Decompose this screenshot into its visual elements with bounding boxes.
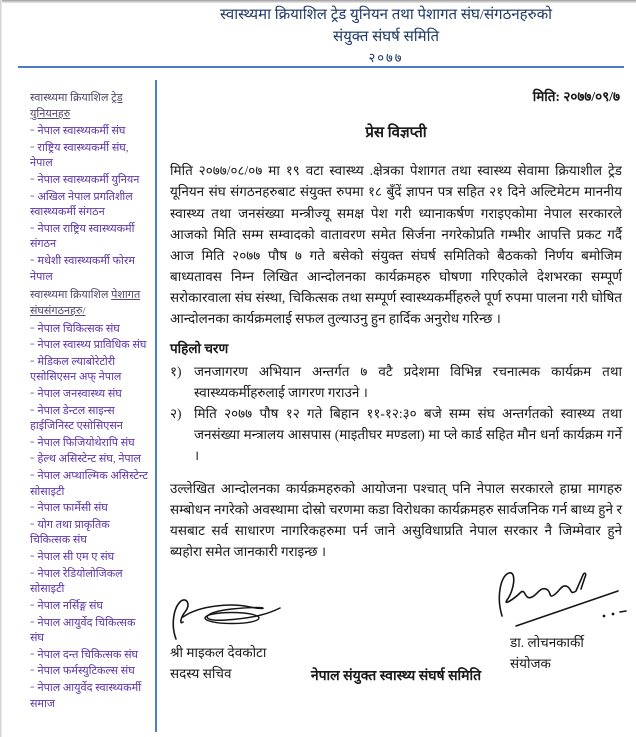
sidebar-org-item bbox=[30, 338, 152, 354]
heading-underlined: ट्रेड bbox=[111, 92, 123, 104]
bullet-icon: = bbox=[30, 356, 35, 366]
sidebar-org-item bbox=[30, 322, 152, 338]
org-name: राष्ट्रिय स्वास्थ्यकर्मी संघ, नेपाल bbox=[30, 141, 129, 170]
committee-footer: नेपाल संयुक्त स्वास्थ्य संघर्ष समिति bbox=[310, 669, 482, 685]
org-name: नेपाल डेन्टल साइन्स हाईजिनिस्ट एसोसिएसन bbox=[30, 404, 123, 433]
heading-underlined: संघसंगठनहरु/ bbox=[30, 304, 86, 317]
sidebar-org-item bbox=[30, 452, 152, 468]
org-name: मधेशी स्वास्थ्यकर्मी फोरम नेपाल bbox=[30, 255, 135, 283]
org-name: नेपाल स्वास्थ्य प्राविधिक संघ bbox=[37, 339, 147, 352]
org-name: योग तथा प्राकृतिक चिकित्सक संघ bbox=[30, 518, 110, 547]
signatory-role: संयोजक bbox=[510, 656, 551, 672]
org-name: नेपाल अप्थाल्मिक असिस्टेन्ट सोसाइटी bbox=[30, 470, 148, 498]
scan-edge-top bbox=[0, 0, 636, 3]
list-item bbox=[170, 403, 622, 466]
heading-underlined: पेशागत bbox=[111, 289, 141, 302]
page-title: प्रेस विज्ञप्ती bbox=[365, 125, 427, 142]
sidebar-org-item bbox=[30, 222, 152, 253]
sidebar-org-item bbox=[30, 387, 152, 403]
org-name: नेपाल रेडियोलोजिकल सोसाइटी bbox=[30, 567, 123, 596]
signature-right-scribble bbox=[488, 566, 636, 632]
org-name: नेपाल राष्ट्रिय स्वास्थ्यकर्मी संगठन bbox=[30, 222, 135, 251]
sidebar-section1-heading bbox=[30, 91, 152, 122]
signatory-name: श्री माइकल देवकोटा bbox=[170, 645, 267, 661]
bullet-icon: = bbox=[30, 682, 35, 692]
sidebar-org-item bbox=[30, 616, 152, 647]
signatory-role: सदस्य सचिव bbox=[170, 666, 232, 682]
list-item bbox=[170, 361, 622, 403]
letterhead-line2: संयुक्त संघर्ष समिति bbox=[332, 28, 440, 45]
sidebar-org-item bbox=[30, 567, 152, 598]
sidebar-org-item bbox=[30, 501, 152, 517]
sidebar-section2-heading bbox=[30, 288, 152, 319]
scan-edge-left bbox=[0, 0, 2, 737]
heading-underlined: युनियनहरु bbox=[30, 107, 71, 120]
paragraph-2: उल्लेखित आन्दोलनका कार्यक्रमहरुको आयोजना पश्चात् पनि नेपाल सरकारले हाम्रा मागहरु सम्बोधन नगरेको अवस्थामा दोस्रो चरणमा कडा विरोधका कार्यक्रमहरु सार्वजनिक गर्न बाध्य हुने र यसबाट सर्व साधारण नागरिकहरुमा पर्न जाने असुविधाप्रति नेपाल सरकार नै जिम्मेवार हुने ब्यहोरा समेत जानकारी गराइन्छ । bbox=[170, 481, 622, 560]
org-name: नेपाल फिजियोथेरापि संघ bbox=[37, 436, 135, 449]
org-name: मेडिकल ल्याबोरेटोरी एसोसिएसन अफ् नेपाल bbox=[30, 355, 122, 384]
press-release-body bbox=[170, 86, 622, 701]
org-name: हेल्थ असिस्टेन्ट संघ, नेपाल bbox=[37, 453, 141, 466]
org-name: नेपाल स्वास्थ्यकर्मी संघ bbox=[37, 125, 126, 138]
bullet-icon: = bbox=[30, 388, 35, 398]
bullet-icon: = bbox=[30, 405, 35, 415]
bullet-icon: = bbox=[30, 223, 35, 233]
signatory-name: डा. लोचनकार्की bbox=[510, 635, 584, 651]
signature-area bbox=[170, 566, 622, 701]
bullet-icon: = bbox=[30, 340, 35, 350]
org-name: नेपाल सी एम ए संघ bbox=[37, 551, 115, 564]
bullet-icon: = bbox=[30, 600, 35, 610]
bullet-icon: = bbox=[30, 666, 35, 676]
sidebar-org-item bbox=[30, 404, 152, 435]
sidebar-org-item bbox=[30, 469, 152, 500]
signature-left-scribble bbox=[170, 596, 285, 642]
horizontal-rule bbox=[18, 66, 624, 68]
sidebar-org-item bbox=[30, 518, 152, 549]
bullet-icon: = bbox=[30, 437, 35, 447]
bullet-icon: = bbox=[30, 191, 35, 201]
org-name: नेपाल नर्सिङ्ग संघ bbox=[37, 599, 103, 612]
bullet-icon: = bbox=[30, 519, 35, 529]
numbered-list bbox=[170, 361, 622, 466]
phase-heading: पहिलो चरण bbox=[170, 340, 229, 356]
bullet-icon: = bbox=[30, 142, 35, 152]
letterhead-year: २०७७ bbox=[368, 49, 404, 65]
sidebar-org-item bbox=[30, 664, 152, 680]
sidebar-org-item bbox=[30, 648, 152, 664]
list-item-number: २) bbox=[170, 405, 182, 421]
bullet-icon: = bbox=[30, 454, 35, 464]
sidebar-org-item bbox=[30, 173, 152, 189]
sidebar-org-item bbox=[30, 355, 152, 386]
bullet-icon: = bbox=[30, 568, 35, 578]
bullet-icon: = bbox=[30, 649, 35, 659]
sidebar-org-item bbox=[30, 681, 152, 712]
bullet-icon: = bbox=[30, 503, 35, 513]
org-name: नेपाल आयुर्वेद स्वास्थ्यकर्मी समाज bbox=[30, 681, 142, 710]
heading-text: स्वास्थ्यमा क्रियाशिल bbox=[30, 92, 109, 104]
bullet-icon: = bbox=[30, 471, 35, 481]
sidebar-org-item bbox=[30, 124, 152, 140]
date-line: मिति: २०७७/०९/७ bbox=[532, 89, 620, 104]
org-name: नेपाल फार्मेसी संघ bbox=[37, 502, 108, 515]
bullet-icon: = bbox=[30, 126, 35, 136]
letterhead bbox=[140, 5, 632, 67]
letterhead-line1: स्वास्थ्यमा क्रियाशिल ट्रेड युनियन तथा पेशागत संघ/संगठनहरुको bbox=[220, 7, 552, 23]
vertical-divider bbox=[155, 80, 157, 732]
bullet-icon: = bbox=[30, 552, 35, 562]
bullet-icon: = bbox=[30, 323, 35, 333]
bullet-icon: = bbox=[30, 617, 35, 627]
list-item-text: जनजागरण अभियान अन्तर्गत ७ वटै प्रदेशमा विभिन्न रचनात्मक कार्यक्रम तथा स्वास्थ्यकर्मीहरुलाई जागरण गराउने । bbox=[194, 363, 622, 400]
signature-block-right bbox=[488, 566, 636, 674]
heading-text: स्वास्थ्यमा क्रियाशिल bbox=[30, 289, 109, 302]
paragraph-1: मिति २०७७/०८/०७ मा १९ वटा स्वास्थ्य .क्षेत्रका पेशागत तथा स्वास्थ्य सेवामा क्रियाशील ट्रेड यूनियन संघ संगठनहरुबाट संयुक्त रुपमा १८ बुँदें ज्ञापन पत्र सहित २१ दिने अल्टिमेटम माननीय स्वास्थ्य तथा जनसंख्या मन्त्रीज्यू समक्ष पेश गरी ध्यानाकर्षण गराइएकोमा नेपाल सरकारले आजको मिति सम्म सम्वादको वातावरण समेत सिर्जना नगरेकोप्रति गम्भीर आपत्ति प्रकट गर्दै आज मिति २०७७ पौष ७ गते बसेको संयुक्त संघर्ष समितिको बैठकको निर्णय बमोजिम बाध्यतावस निम्न लिखित आन्दोलनका कार्यक्रमहरु घोषणा गरिएकोले देशभरका सम्पूर्ण सरोकारवाला संघ संस्था, चिकित्सक तथा सम्पूर्ण स्वास्थ्यकर्मीहरुले पूर्ण रुपमा पालना गरी घोषित आन्दोलनका कार्यक्रमलाई सफल तुल्याउनु हुन हार्दिक अनुरोध गरिन्छ । bbox=[170, 163, 622, 326]
org-name: नेपाल स्वास्थ्यकर्मी युनियन bbox=[37, 174, 140, 187]
bullet-icon: = bbox=[30, 256, 35, 266]
org-name: नेपाल चिकित्सक संघ bbox=[37, 322, 120, 335]
org-name: नेपाल फर्मस्युटिकल्स संघ bbox=[37, 665, 135, 678]
sidebar-organization-list bbox=[30, 88, 152, 713]
org-name: अखिल नेपाल प्रगतिशील स्वास्थ्यकर्मी संगठन bbox=[30, 190, 133, 219]
sidebar-org-item bbox=[30, 141, 152, 172]
sidebar-org-item bbox=[30, 599, 152, 615]
list-item-text: मिति २०७७ पौष १२ गते बिहान ११-१२:३० बजे सम्म संघ अन्तर्गतको स्वास्थ्य तथा जनसंख्या मन्त्रालय आसपास (माइतीघर मण्डला) मा प्ले कार्ड सहित मौन धर्ना कार्यक्रम गर्ने । bbox=[194, 405, 622, 464]
org-name: नेपाल दन्त चिकित्सक संघ bbox=[37, 648, 139, 661]
sidebar-org-item bbox=[30, 254, 152, 285]
sidebar-org-item bbox=[30, 190, 152, 221]
org-name: नेपाल आयुर्वेद चिकित्सक संघ bbox=[30, 616, 136, 645]
sidebar-org-item bbox=[30, 550, 152, 566]
list-item-number: १) bbox=[170, 363, 182, 379]
org-name: नेपाल जनस्वास्थ्य संघ bbox=[37, 387, 122, 400]
sidebar-org-item bbox=[30, 436, 152, 452]
bullet-icon: = bbox=[30, 175, 35, 185]
